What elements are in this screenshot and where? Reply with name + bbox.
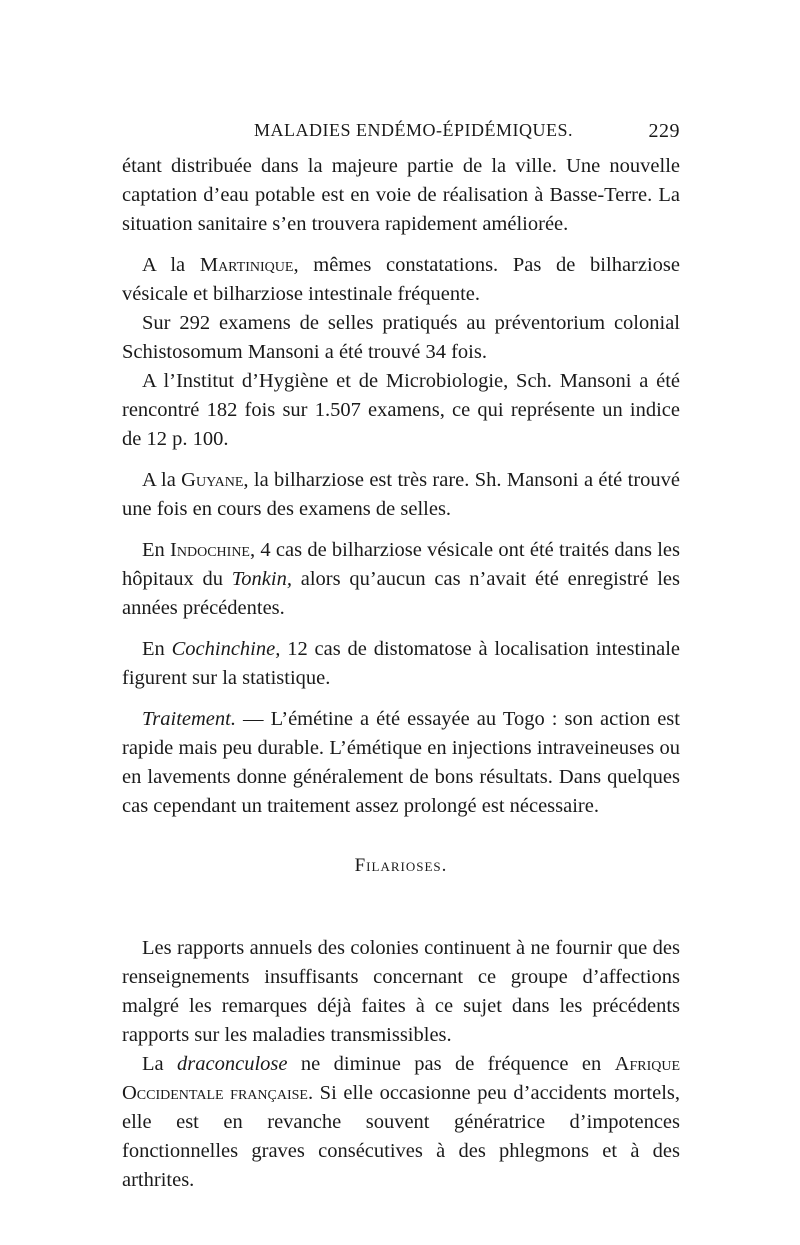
paragraph-martinique — [122, 251, 680, 309]
paragraph-preventorium — [122, 309, 680, 367]
text-post: , mêmes constatations. Pas de bilharziose vésicale et bilharziose intestinale fréquente. — [122, 254, 680, 305]
paragraph-text: A l’Institut d’Hygiène et de Microbiologie, Sch. Mansoni a été rencontré 182 fois sur 1.507 examens, ce qui représente un indice de 12 p. 100. — [122, 370, 680, 450]
paragraph-rapports — [122, 934, 680, 1050]
text-post: , la bilharziose est très rare. Sh. Mansoni a été trouvé une fois en cours des examens de selles. — [122, 469, 681, 520]
text-pre: A la — [142, 469, 182, 491]
paragraph-text: étant distribuée dans la majeure partie de la ville. Une nouvelle captation d’eau potable est en voie de réalisation à Basse-Terre. La situation sanitaire s’en trouvera rapidement améliorée. — [122, 155, 680, 235]
text-post: Si elle occasionne peu d’accidents mortels, elle est en revanche souvent génératrice d’impotences fonctionnelles graves consécutives à des phlegmons et à des arthrites. — [122, 1082, 680, 1191]
paragraph-draconculose — [122, 1050, 680, 1195]
text-post: alors qu’aucun cas n’avait été enregistré les années précédentes. — [122, 568, 680, 619]
paragraph-traitement — [122, 705, 680, 821]
paragraph-guyane — [122, 466, 680, 524]
paragraph-cochinchine — [122, 635, 680, 693]
place-aof: Afrique Occidentale française. — [122, 1053, 681, 1104]
paragraph-text: Sur 292 examens de selles pratiqués au préventorium colonial Schistosomum Mansoni a été trouvé 34 fois. — [122, 312, 680, 363]
paragraph-text: Les rapports annuels des colonies continuent à ne fournir que des renseignements insuffisants concernant ce groupe d’affections malgré les remarques déjà faites à ce sujet dans les précédents rapports sur les maladies transmissibles. — [122, 937, 680, 1046]
traitement-label: Traitement. — [142, 708, 236, 730]
running-title: MALADIES ENDÉMO-ÉPIDÉMIQUES. — [254, 120, 573, 140]
running-header — [122, 116, 680, 146]
text-pre: En — [142, 638, 172, 660]
place-tonkin: Tonkin, — [231, 568, 292, 590]
place-indochine: Indochine — [170, 539, 250, 561]
text-mid: , 4 cas de bilharziose vésicale ont été traités dans les hôpitaux du — [122, 539, 680, 590]
disease-draconculose: draconculose — [177, 1053, 288, 1075]
text-mid: ne diminue pas de fréquence en — [287, 1053, 615, 1075]
paragraph-institut — [122, 367, 680, 454]
paragraph-indochine — [122, 536, 680, 623]
paragraph-continuation — [122, 152, 680, 239]
place-martinique: Martinique — [199, 254, 294, 276]
place-cochinchine: Cochinchine, — [171, 638, 281, 660]
place-guyane: Guyane — [181, 469, 244, 491]
text-pre: La — [142, 1053, 178, 1075]
text-post: — L’émétine a été essayée au Togo : son action est rapide mais peu durable. L’émétique en injections intraveineuses ou en lavements donne généralement de bons résultats. Dans quelques cas cependant un traitement assez prolongé est nécessaire. — [122, 708, 680, 817]
text-post: 12 cas de distomatose à localisation intestinale figurent sur la statistique. — [122, 638, 680, 689]
page-body — [122, 152, 680, 1195]
section-heading-filarioses: Filarioses. — [354, 855, 448, 876]
text-pre: En — [142, 539, 171, 561]
page-number: 229 — [648, 120, 680, 142]
text-pre: A la — [142, 254, 200, 276]
